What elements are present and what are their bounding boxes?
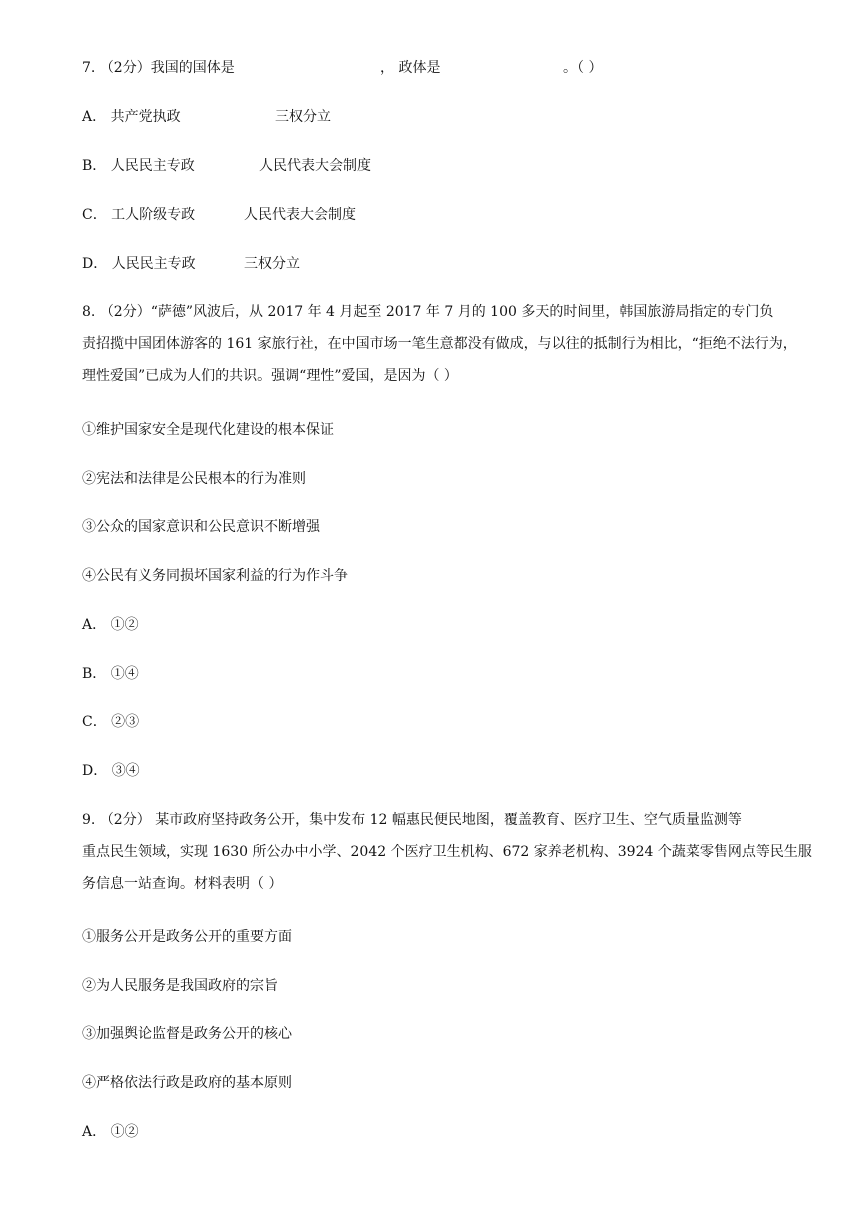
question-text: 务信息一站查询。材料表明（ ） [82, 876, 283, 892]
statement-3 [82, 1024, 292, 1044]
question-8-stem-line3 [82, 366, 458, 386]
question-7-stem [82, 58, 235, 78]
option-letter: A． [82, 617, 107, 633]
question-number: 8. [82, 304, 96, 320]
question-9-stem-line1 [82, 810, 742, 830]
option-text: 工人阶级专政 [111, 207, 196, 223]
question-text: 重点民生领域，实现 1630 所公办中小学、2042 个医疗卫生机构、672 家养老机构、3924 个蔬菜零售网点等民生服 [82, 844, 812, 860]
statement-text: ②为人民服务是我国政府的宗旨 [82, 978, 278, 994]
question-9-stem-line2 [82, 842, 812, 862]
question-number: 9. [82, 812, 96, 828]
question-text: 我国的国体是 [150, 60, 235, 76]
option-b-part2 [259, 156, 371, 176]
option-b[interactable] [82, 664, 139, 684]
question-7-stem-c [563, 58, 602, 78]
statement-4 [82, 566, 348, 586]
statement-1 [82, 927, 292, 947]
option-letter: C． [82, 207, 107, 223]
option-a[interactable] [82, 1122, 139, 1142]
question-score: （2分） [99, 304, 151, 320]
option-text: 三权分立 [244, 256, 300, 272]
statement-text: ③加强舆论监督是政务公开的核心 [82, 1026, 292, 1042]
option-text: 三权分立 [275, 109, 331, 125]
option-d[interactable] [82, 254, 196, 274]
statement-1 [82, 420, 334, 440]
option-letter: A． [82, 109, 107, 125]
statement-text: ④公民有义务同损坏国家利益的行为作斗争 [82, 568, 348, 584]
option-text: ①② [110, 617, 139, 633]
option-c[interactable] [82, 205, 195, 225]
option-text: ③④ [111, 763, 140, 779]
question-9-stem-line3 [82, 874, 282, 894]
question-text: 某市政府坚持政务公开，集中发布 12 幅惠民便民地图，覆盖教育、医疗卫生、空气质量监测等 [155, 812, 742, 828]
question-text: 。（ ） [563, 60, 603, 76]
question-score: （2分） [99, 60, 151, 76]
option-text: 人民民主专政 [110, 158, 195, 174]
option-text: ①② [110, 1124, 139, 1140]
statement-3 [82, 517, 320, 537]
question-score: （2分） [99, 812, 151, 828]
statement-text: ③公众的国家意识和公民意识不断增强 [82, 519, 320, 535]
option-letter: B． [82, 158, 107, 174]
option-text: 人民代表大会制度 [259, 158, 371, 174]
option-b[interactable] [82, 156, 195, 176]
question-text: 理性爱国”已成为人们的共识。强调“理性”爱国，是因为（ ） [82, 368, 458, 384]
option-letter: D． [82, 256, 108, 272]
statement-text: ①维护国家安全是现代化建设的根本保证 [82, 422, 334, 438]
statement-4 [82, 1073, 292, 1093]
question-8-stem-line2 [82, 334, 797, 354]
option-text: 人民代表大会制度 [244, 207, 356, 223]
option-letter: D． [82, 763, 108, 779]
question-text: ， 政体是 [380, 60, 441, 76]
option-a-part2 [275, 107, 331, 127]
statement-text: ②宪法和法律是公民根本的行为准则 [82, 471, 306, 487]
option-text: ②③ [111, 714, 140, 730]
statement-text: ④严格依法行政是政府的基本原则 [82, 1075, 292, 1091]
option-text: 人民民主专政 [111, 256, 196, 272]
option-c[interactable] [82, 712, 139, 732]
option-d[interactable] [82, 761, 140, 781]
option-text: ①④ [110, 666, 139, 682]
option-a[interactable] [82, 615, 139, 635]
option-text: 共产党执政 [110, 109, 181, 125]
statement-2 [82, 469, 306, 489]
option-d-part2 [244, 254, 300, 274]
statement-2 [82, 976, 278, 996]
question-7-stem-b [380, 58, 440, 78]
option-letter: A． [82, 1124, 107, 1140]
option-letter: B． [82, 666, 107, 682]
statement-text: ①服务公开是政务公开的重要方面 [82, 929, 292, 945]
option-c-part2 [244, 205, 356, 225]
question-text: 责招揽中国团体游客的 161 家旅行社，在中国市场一笔生意都没有做成，与以往的抵制行为相比，“拒绝不法行为， [82, 336, 797, 352]
question-8-stem-line1 [82, 302, 773, 322]
option-letter: C． [82, 714, 107, 730]
question-text: “萨德”风波后，从 2017 年 4 月起至 2017 年 7 月的 100 多天的时间里，韩国旅游局指定的专门负 [150, 304, 774, 320]
question-number: 7. [82, 60, 96, 76]
option-a[interactable] [82, 107, 181, 127]
